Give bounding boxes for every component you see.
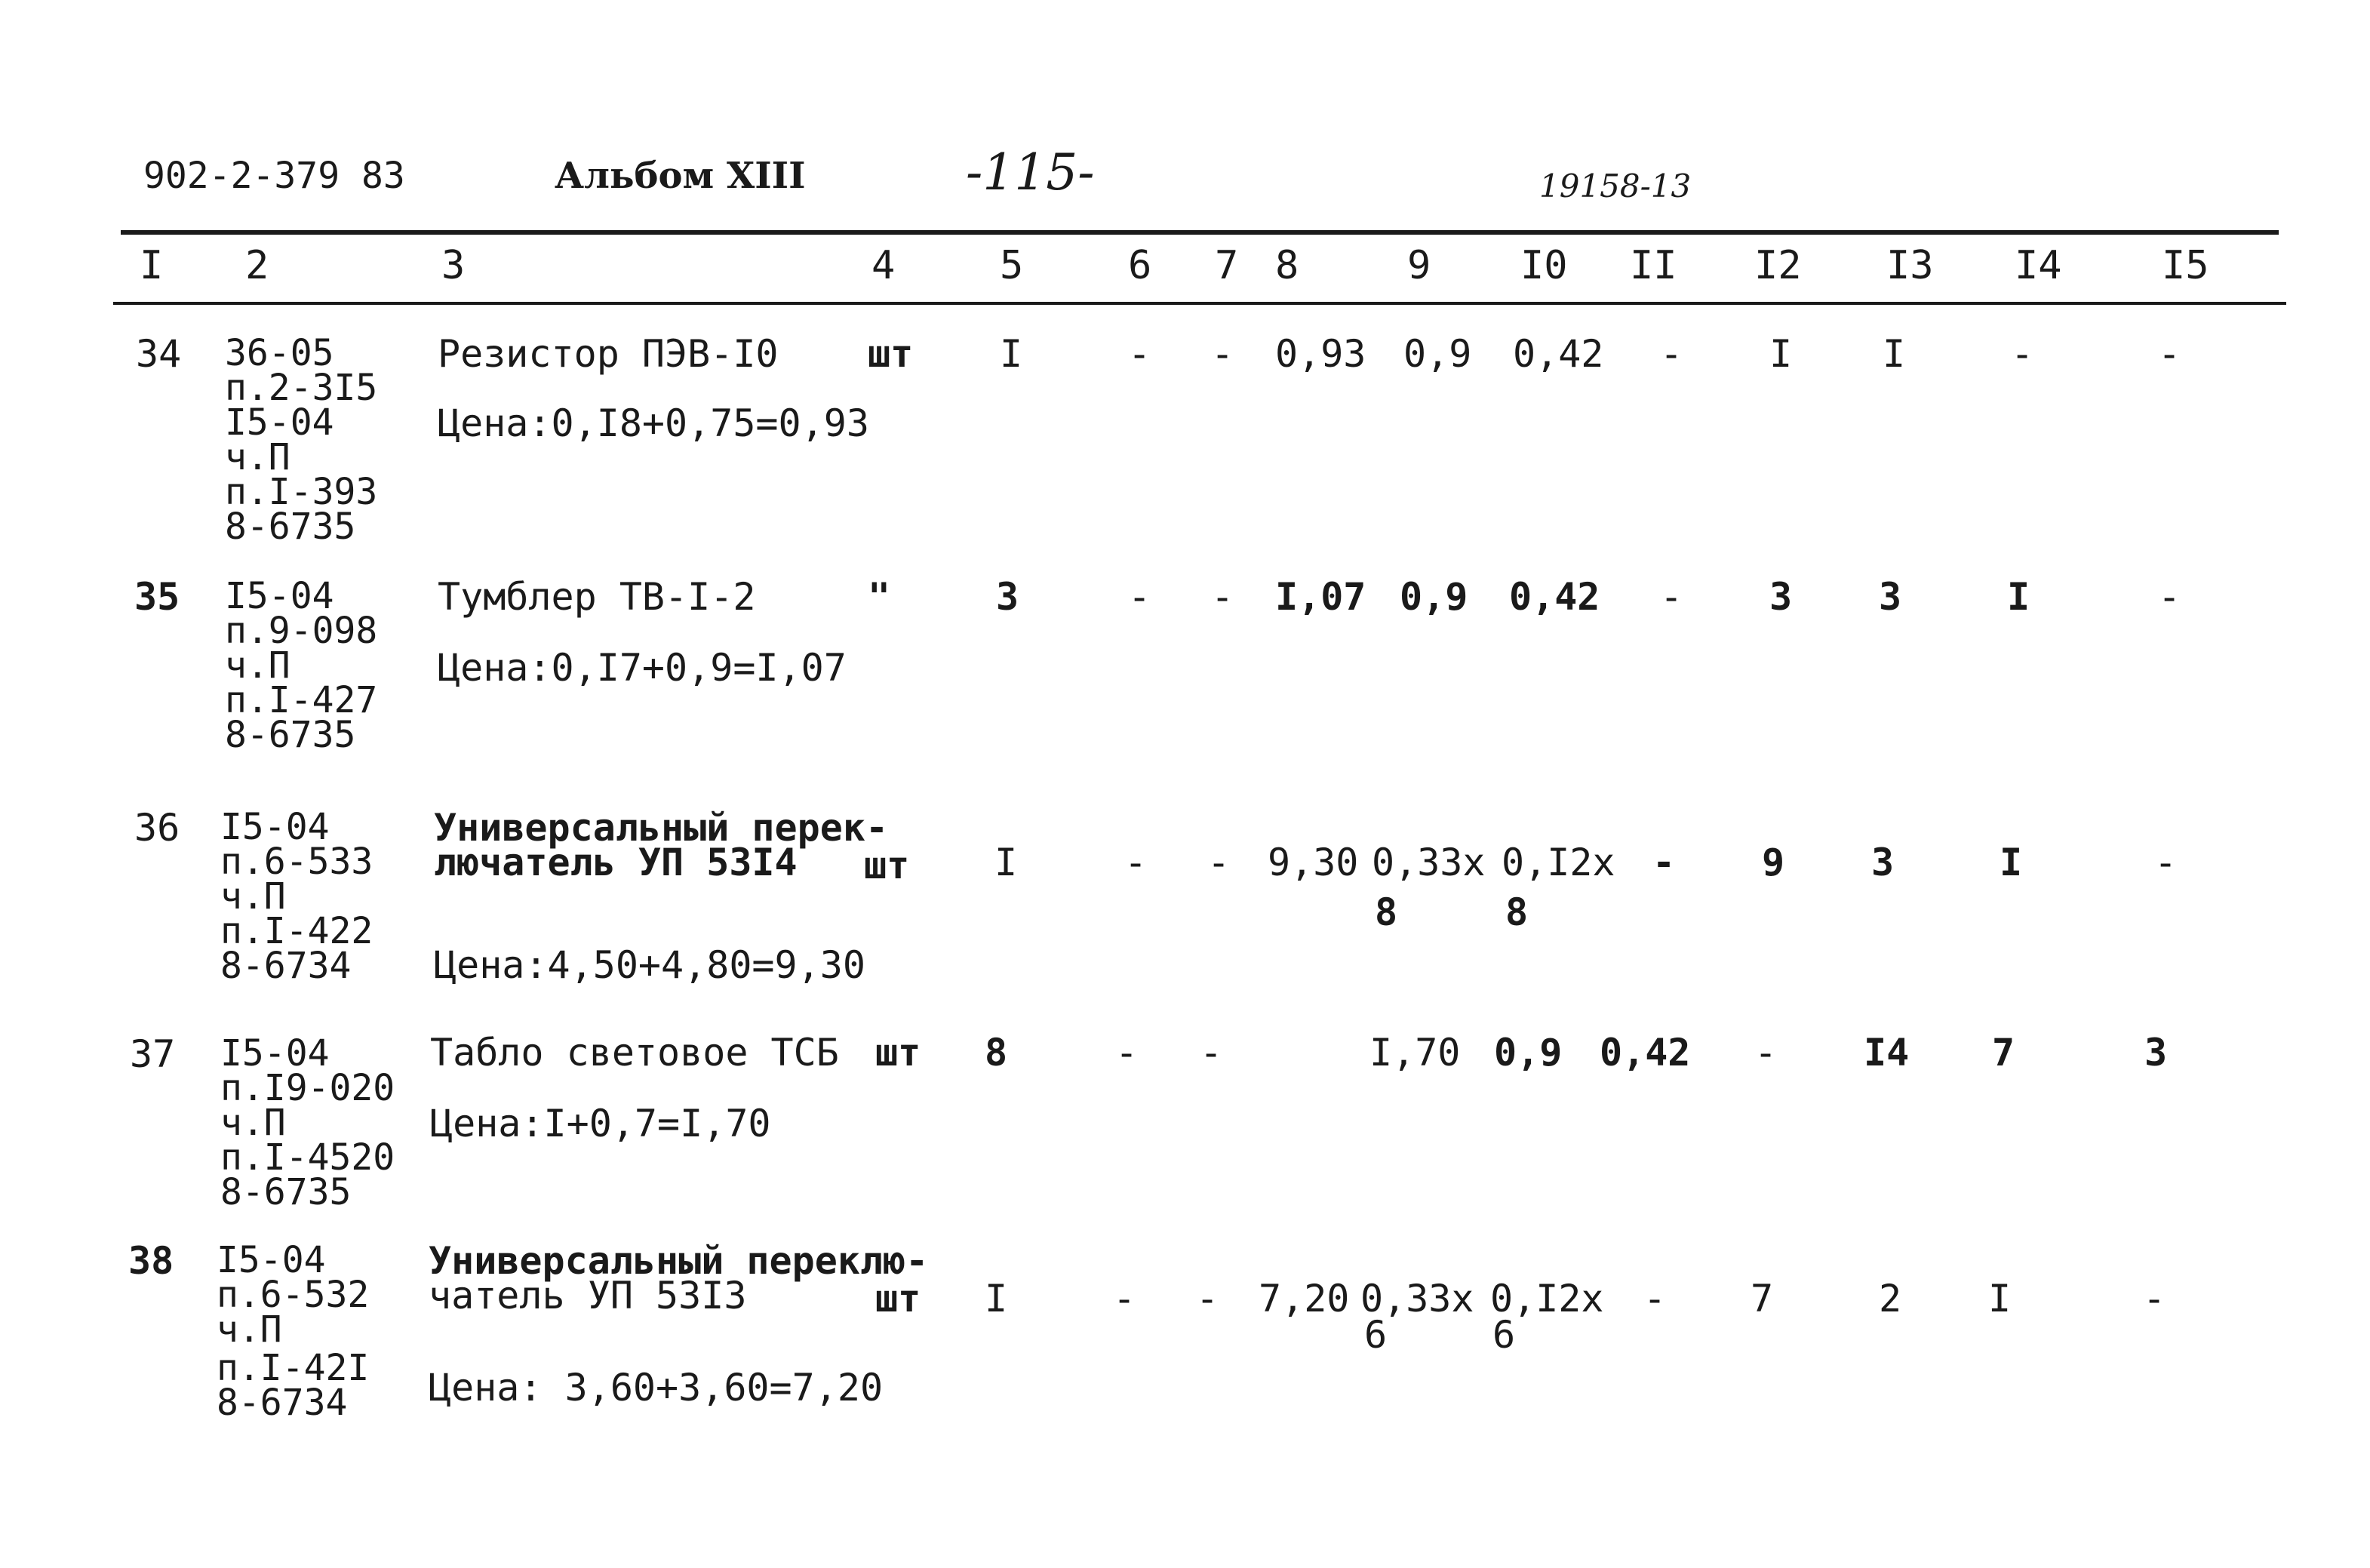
column-number: I0 — [1520, 243, 1568, 288]
cell-col7: - — [1196, 1277, 1219, 1321]
row-number: 37 — [130, 1032, 176, 1076]
price-formula: Цена:0,I7+0,9=I,07 — [438, 646, 847, 690]
cell-col14: 7 — [1992, 1031, 2015, 1075]
price-formula: Цена: 3,60+3,60=7,20 — [429, 1366, 884, 1410]
cell-col5: 3 — [996, 575, 1019, 619]
reference-line: п.9-098 — [225, 610, 378, 652]
cell-col7: - — [1207, 841, 1231, 884]
cell-col10-factor: 6 — [1492, 1313, 1516, 1357]
cell-col7: - — [1200, 1031, 1223, 1075]
row-number: 34 — [136, 332, 182, 376]
cell-col12: - — [1754, 1031, 1778, 1075]
cell-col13: 2 — [1879, 1277, 1902, 1321]
item-name: Универсальный перек- — [434, 806, 889, 850]
reference-line: 8-6734 — [220, 945, 352, 987]
price-formula: Цена:0,I8+0,75=0,93 — [438, 401, 869, 445]
cell-col10: 0,I2x — [1502, 841, 1615, 884]
column-number: I3 — [1886, 243, 1934, 288]
cell-col11: - — [1660, 575, 1683, 619]
column-number: 7 — [1215, 243, 1239, 288]
item-name: лючатель УП 53I4 — [434, 841, 798, 884]
reference-line: 8-6734 — [217, 1382, 348, 1424]
row-number: 36 — [134, 806, 180, 850]
item-name: Резистор ПЭВ-I0 — [438, 332, 779, 376]
cell-col5: I — [1000, 332, 1023, 376]
reference-line: п.I-427 — [225, 679, 378, 721]
archive-number: 19158-13 — [1539, 168, 1692, 204]
cell-col9: 0,9 — [1403, 332, 1472, 376]
cell-col9: 0,33x — [1372, 841, 1486, 884]
header-top-rule — [121, 230, 2279, 235]
cell-col15: - — [2143, 1277, 2166, 1321]
reference-line: ч.П — [225, 644, 290, 687]
reference-line: I5-04 — [220, 1032, 330, 1075]
cell-col12: I — [1769, 332, 1793, 376]
document-code: 902-2-379 83 — [143, 155, 405, 197]
album-label: Альбом XIII — [555, 155, 806, 197]
cell-col10: 0,42 — [1513, 332, 1604, 376]
cell-col14: I — [2000, 841, 2023, 884]
column-number: I4 — [2015, 243, 2062, 288]
cell-col11: - — [1652, 841, 1676, 884]
cell-col12: 3 — [1769, 575, 1793, 619]
price-formula: Цена:I+0,7=I,70 — [430, 1102, 771, 1145]
column-number: 2 — [245, 243, 269, 288]
page-number: -115- — [966, 143, 1095, 201]
reference-line: ч.П — [225, 436, 290, 478]
column-number: I5 — [2162, 243, 2209, 288]
column-number: I — [140, 243, 164, 288]
cell-col15: - — [2154, 841, 2178, 884]
cell-col7: - — [1211, 575, 1234, 619]
cell-col10: 0,42 — [1509, 575, 1600, 619]
cell-col6: - — [1124, 841, 1148, 884]
reference-line: 8-6735 — [220, 1171, 352, 1213]
reference-line: I5-04 — [220, 806, 330, 848]
cell-col9-factor: 6 — [1364, 1313, 1388, 1357]
item-name: Универсальный переклю- — [429, 1239, 929, 1283]
unit: шт — [864, 844, 910, 887]
cell-col9: 0,33x — [1360, 1277, 1474, 1321]
unit: шт — [875, 1277, 921, 1321]
reference-line: п.I-42I — [217, 1347, 370, 1389]
column-number: I2 — [1754, 243, 1802, 288]
cell-col8: 0,93 — [1275, 332, 1366, 376]
reference-line: п.6-532 — [217, 1274, 370, 1316]
cell-col10-factor: 8 — [1505, 890, 1529, 934]
column-number: 9 — [1407, 243, 1431, 288]
cell-col14: - — [2011, 332, 2034, 376]
cell-col5: I — [985, 1277, 1008, 1321]
column-number: 6 — [1128, 243, 1152, 288]
cell-col10: 0,I2x — [1490, 1277, 1604, 1321]
column-number: 4 — [871, 243, 896, 288]
reference-line: I5-04 — [217, 1239, 326, 1281]
item-name: чатель УП 53I3 — [429, 1274, 747, 1317]
cell-col5: 8 — [985, 1031, 1008, 1075]
column-number: 5 — [1000, 243, 1024, 288]
cell-col7: - — [1211, 332, 1234, 376]
cell-col9: I,70 — [1369, 1031, 1461, 1075]
cell-col12: 7 — [1751, 1277, 1774, 1321]
row-number: 35 — [134, 575, 180, 619]
column-number: 8 — [1275, 243, 1299, 288]
cell-col8: I,07 — [1275, 575, 1366, 619]
cell-col11: - — [1660, 332, 1683, 376]
reference-line: п.I-393 — [225, 471, 378, 513]
unit: " — [868, 575, 891, 619]
reference-line: п.I-4520 — [220, 1136, 395, 1179]
cell-col13: I4 — [1864, 1031, 1910, 1075]
reference-line: I5-04 — [225, 575, 334, 617]
reference-line: ч.П — [217, 1308, 282, 1351]
reference-line: I5-04 — [225, 401, 334, 444]
unit: шт — [875, 1031, 921, 1075]
cell-col13: 3 — [1879, 575, 1902, 619]
cell-col9-factor: 8 — [1375, 890, 1398, 934]
cell-col5: I — [994, 841, 1018, 884]
reference-line: 8-6735 — [225, 714, 356, 756]
cell-col6: - — [1113, 1277, 1136, 1321]
reference-line: п.I-422 — [220, 910, 373, 952]
cell-col15: 3 — [2144, 1031, 2168, 1075]
cell-col6: - — [1115, 1031, 1139, 1075]
cell-col10: 0,9 — [1494, 1031, 1563, 1075]
header-bottom-rule — [113, 302, 2286, 305]
cell-col15: - — [2158, 575, 2181, 619]
cell-col13: 3 — [1871, 841, 1895, 884]
cell-col14: I — [2007, 575, 2030, 619]
price-formula: Цена:4,50+4,80=9,30 — [434, 943, 865, 987]
row-number: 38 — [128, 1239, 174, 1283]
cell-col12: 9 — [1762, 841, 1785, 884]
reference-line: п.2-3I5 — [225, 367, 378, 409]
cell-col11: 0,42 — [1600, 1031, 1691, 1075]
cell-col9: 0,9 — [1400, 575, 1468, 619]
cell-col8: 9,30 — [1268, 841, 1359, 884]
cell-col6: - — [1128, 332, 1151, 376]
reference-line: ч.П — [220, 875, 286, 918]
unit: шт — [868, 332, 914, 376]
column-number: II — [1630, 243, 1677, 288]
cell-col6: - — [1128, 575, 1151, 619]
reference-line: 8-6735 — [225, 506, 356, 548]
cell-col11: - — [1643, 1277, 1667, 1321]
cell-col15: - — [2158, 332, 2181, 376]
reference-line: ч.П — [220, 1102, 286, 1144]
cell-col8: 7,20 — [1259, 1277, 1350, 1321]
cell-col13: I — [1883, 332, 1906, 376]
item-name: Табло световое ТСБ — [430, 1031, 839, 1075]
reference-line: п.6-533 — [220, 841, 373, 883]
cell-col14: I — [1988, 1277, 2012, 1321]
reference-line: 36-05 — [225, 332, 334, 374]
item-name: Тумблер ТВ-I-2 — [438, 575, 756, 619]
reference-line: п.I9-020 — [220, 1067, 395, 1109]
column-number: 3 — [441, 243, 466, 288]
